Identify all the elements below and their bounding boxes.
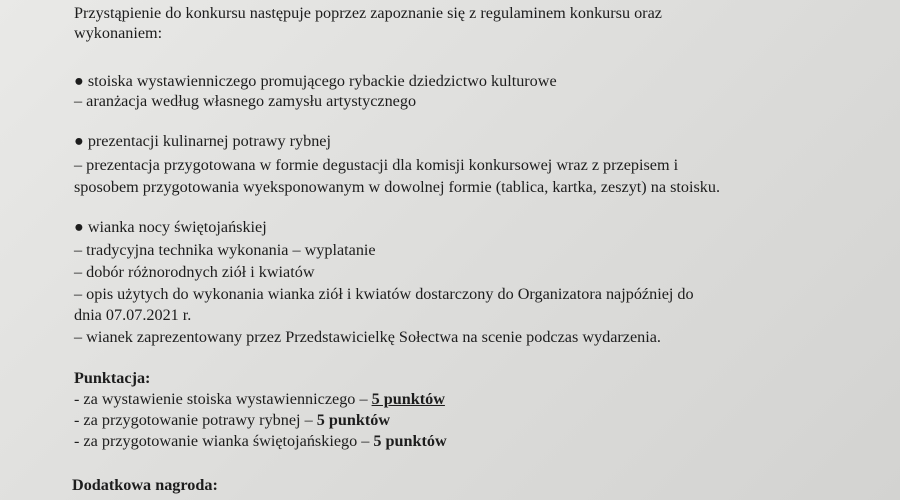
potrawa-line-1: – prezentacja przygotowana w formie degustacji dla komisji konkursowej wraz z przepisem i <box>74 156 679 174</box>
extra-heading: Dodatkowa nagroda: <box>72 476 218 494</box>
scoring-item-text: - za przygotowanie wianka świętojańskiego – <box>74 432 374 450</box>
wianek-line-3: – opis użytych do wykonania wianka ziół i kwiatów dostarczony do Organizatora najpóźniej do <box>74 285 694 303</box>
wianek-line-4: dnia 07.07.2021 r. <box>74 306 192 324</box>
scoring-item-points: 5 punktów <box>371 390 445 408</box>
intro-line-2: wykonaniem: <box>74 24 163 42</box>
scoring-item-2 <box>74 411 390 431</box>
intro-line-1: Przystąpienie do konkursu następuje poprzez zapoznanie się z regulaminem konkursu oraz <box>74 4 662 22</box>
scoring-item-1 <box>74 390 445 410</box>
bullet-stoisko: ● stoiska wystawienniczego promującego rybackie dziedzictwo kulturowe <box>74 72 557 90</box>
scoring-item-points: 5 punktów <box>373 432 447 450</box>
stoisko-line-1: – aranżacja według własnego zamysłu artystycznego <box>74 92 417 110</box>
scoring-item-points: 5 punktów <box>316 411 391 429</box>
wianek-line-1: – tradycyjna technika wykonania – wyplatanie <box>74 241 376 259</box>
wianek-line-5: – wianek zaprezentowany przez Przedstawicielkę Sołectwa na scenie podczas wydarzenia. <box>74 328 661 346</box>
scoring-heading: Punktacja: <box>74 369 151 387</box>
scoring-item-text: - za przygotowanie potrawy rybnej – <box>74 411 317 429</box>
potrawa-line-2: sposobem przygotowania wyeksponowanym w dowolnej formie (tablica, kartka, zeszyt) na stoisku. <box>74 178 720 196</box>
bullet-potrawa: ● prezentacji kulinarnej potrawy rybnej <box>74 132 331 150</box>
bullet-wianek: ● wianka nocy świętojańskiej <box>74 218 267 236</box>
wianek-line-2: – dobór różnorodnych ziół i kwiatów <box>74 263 315 281</box>
scoring-item-text: - za wystawienie stoiska wystawienniczego – <box>74 390 372 408</box>
scoring-item-3 <box>74 432 447 452</box>
